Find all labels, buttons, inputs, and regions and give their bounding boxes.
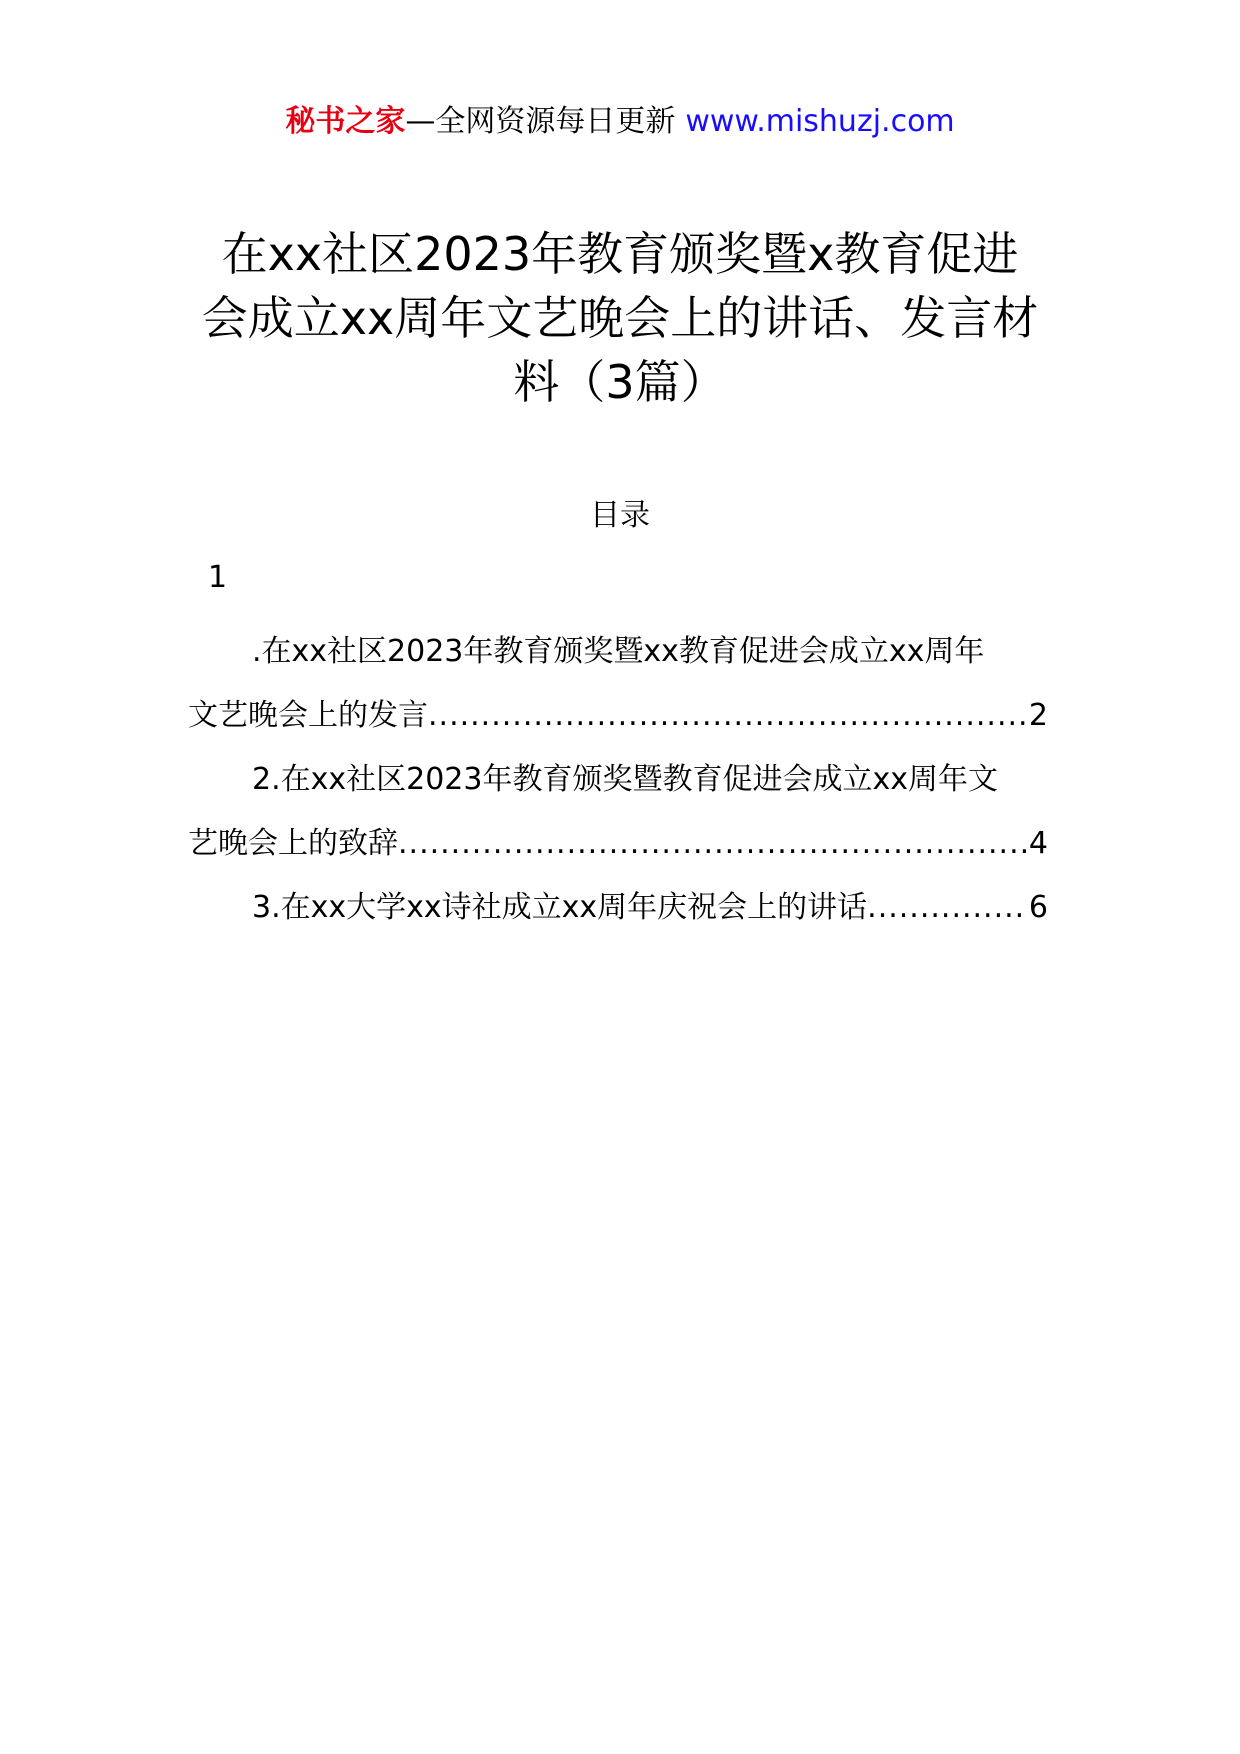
- title-line: 在xx社区2023年教育颁奖暨x教育促进: [221, 227, 1019, 281]
- header-tagline: —全网资源每日更新: [405, 104, 676, 139]
- toc-item-title-cont: 文艺晚会上的发言: [188, 698, 428, 733]
- toc-page-number: 4: [1028, 826, 1048, 861]
- toc-item-leader-line: [188, 684, 1048, 748]
- toc-item-leader-line: [188, 876, 1048, 940]
- toc-item-3[interactable]: [188, 876, 1048, 940]
- toc-page-number: 2: [1028, 698, 1048, 733]
- site-header: [0, 100, 1240, 144]
- dot-leader: [428, 684, 1027, 748]
- document-title: [170, 222, 1070, 414]
- toc-heading: 目录: [590, 498, 650, 533]
- site-url-link[interactable]: www.mishuzj.com: [685, 104, 955, 139]
- toc-item-leader-line: [188, 812, 1048, 876]
- dot-leader: [867, 876, 1027, 940]
- toc-item-1[interactable]: [188, 620, 1048, 748]
- toc-item-2[interactable]: [188, 748, 1048, 876]
- brand-name: 秘书之家: [285, 104, 406, 139]
- dot-leader: [398, 812, 1027, 876]
- title-line: 料（3篇）: [513, 355, 727, 409]
- toc-item-title: .在xx社区2023年教育颁奖暨xx教育促进会成立xx周年: [252, 634, 985, 669]
- title-line: 会成立xx周年文艺晚会上的讲话、发言材: [201, 291, 1039, 345]
- toc-item-title-cont: 艺晚会上的致辞: [188, 826, 398, 861]
- table-of-contents: [188, 620, 1048, 940]
- toc-number-marker: 1: [208, 560, 228, 595]
- toc-item-title: 3.在xx大学xx诗社成立xx周年庆祝会上的讲话: [252, 890, 868, 925]
- toc-page-number: 6: [1028, 890, 1048, 925]
- toc-item-title: 2.在xx社区2023年教育颁奖暨教育促进会成立xx周年文: [252, 762, 998, 797]
